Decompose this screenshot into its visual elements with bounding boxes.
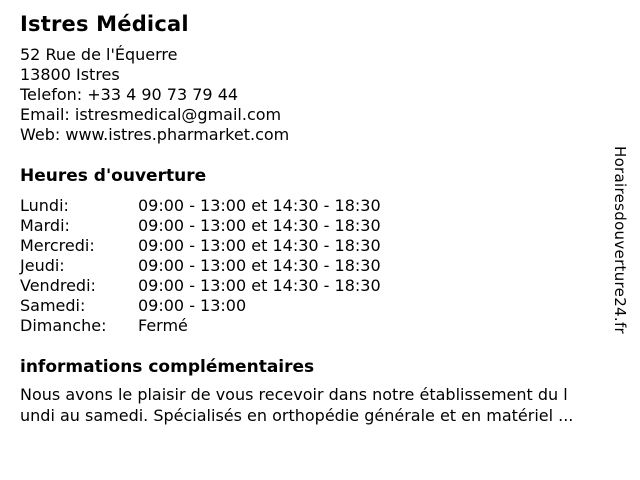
address-line-2: 13800 Istres: [20, 65, 120, 84]
day-hours: 09:00 - 13:00: [138, 296, 247, 315]
info-text-line-1: Nous avons le plaisir de vous recevoir dans notre établissement du l: [20, 385, 568, 404]
phone-label: Telefon:: [20, 85, 83, 104]
info-text-line-2: undi au samedi. Spécialisés en orthopédie générale et en matériel ...: [20, 405, 574, 425]
hours-row-thursday: [20, 256, 640, 276]
day-label: Mardi:: [20, 216, 70, 235]
day-hours: 09:00 - 13:00 et 14:30 - 18:30: [138, 196, 381, 215]
web-label: Web:: [20, 125, 61, 144]
day-hours: 09:00 - 13:00 et 14:30 - 18:30: [138, 276, 381, 295]
email-line: [20, 105, 640, 125]
opening-hours-table: [20, 196, 640, 336]
contact-block: [20, 45, 640, 145]
day-label: Vendredi:: [20, 276, 96, 295]
day-hours: 09:00 - 13:00 et 14:30 - 18:30: [138, 236, 381, 255]
day-label: Dimanche:: [20, 316, 107, 335]
site-brand-vertical-text: Horairesdouverture24.fr: [611, 146, 629, 334]
day-hours: 09:00 - 13:00 et 14:30 - 18:30: [138, 216, 381, 235]
day-label: Jeudi:: [20, 256, 65, 275]
hours-row-tuesday: [20, 216, 640, 236]
day-hours: Fermé: [138, 316, 188, 335]
day-label: Mercredi:: [20, 236, 95, 255]
day-hours: 09:00 - 13:00 et 14:30 - 18:30: [138, 256, 381, 275]
additional-info-text: [20, 385, 640, 426]
day-label: Lundi:: [20, 196, 69, 215]
email-value: istresmedical@gmail.com: [74, 105, 282, 124]
hours-row-monday: [20, 196, 640, 216]
phone-value: +33 4 90 73 79 44: [87, 85, 239, 104]
hours-row-wednesday: [20, 236, 640, 256]
additional-info-heading: informations complémentaires: [20, 357, 315, 377]
web-line: [20, 125, 640, 145]
hours-row-saturday: [20, 296, 640, 316]
email-label: Email:: [20, 105, 70, 124]
web-value: www.istres.pharmarket.com: [65, 125, 290, 144]
opening-hours-heading: Heures d'ouverture: [20, 166, 207, 186]
hours-row-friday: [20, 276, 640, 296]
phone-line: [20, 85, 640, 105]
hours-row-sunday: [20, 316, 640, 336]
address-line-1: 52 Rue de l'Équerre: [20, 45, 178, 64]
page-title: Istres Médical: [20, 12, 189, 36]
day-label: Samedi:: [20, 296, 86, 315]
